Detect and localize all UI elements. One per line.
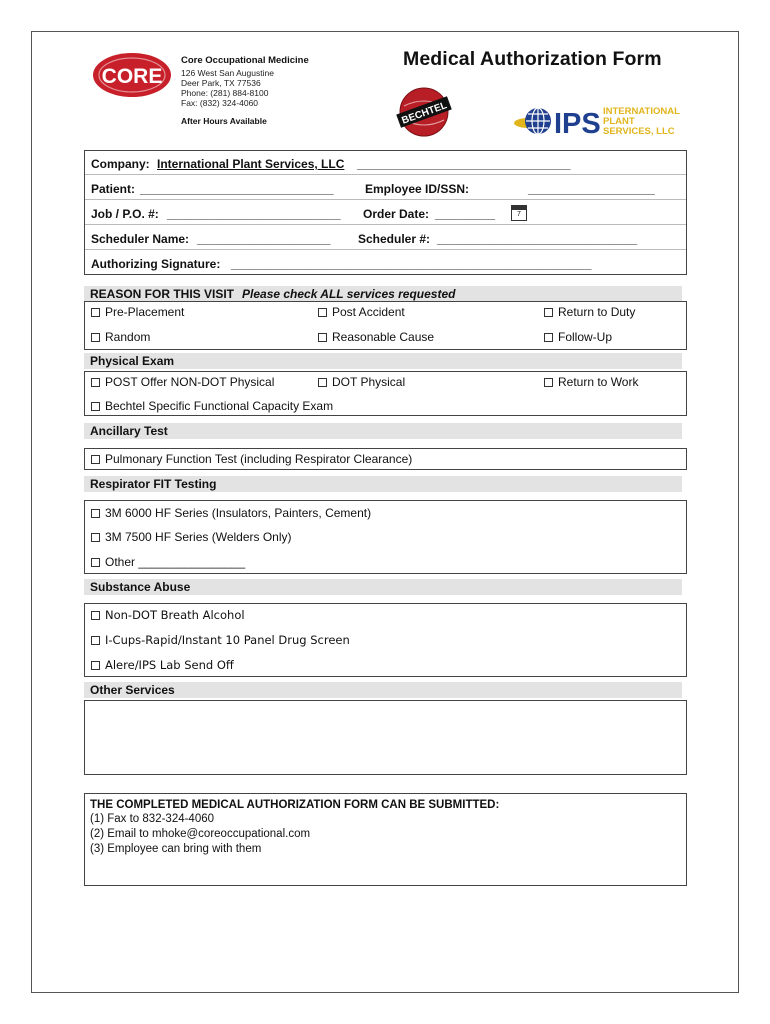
authorizing-signature-label: Authorizing Signature: <box>91 257 221 271</box>
scheduler-number-label: Scheduler #: <box>358 232 431 246</box>
option-label: Post Accident <box>332 305 405 319</box>
submission-heading: THE COMPLETED MEDICAL AUTHORIZATION FORM CAN BE SUBMITTED: <box>90 799 500 811</box>
checkbox-icon <box>91 558 100 567</box>
physical-heading: Physical Exam <box>90 354 175 368</box>
scheduler-name-label: Scheduler Name: <box>91 232 190 246</box>
physical-options-box <box>84 371 687 416</box>
employee-id-label: Employee ID/SSN: <box>365 182 470 196</box>
other-heading: Other Services <box>90 683 175 697</box>
checkbox-icon <box>91 378 100 387</box>
checkbox-icon <box>91 333 100 342</box>
bring-instruction: (3) Employee can bring with them <box>90 843 262 855</box>
core-logo <box>92 52 172 98</box>
reason-heading: REASON FOR THIS VISIT <box>90 287 235 301</box>
random-checkbox[interactable] <box>91 330 150 344</box>
option-label: 3M 7500 HF Series (Welders Only) <box>105 530 292 544</box>
bechtel-fce-checkbox[interactable] <box>91 399 333 413</box>
option-label: Random <box>105 330 151 344</box>
bechtel-logo-text: BECHTEL <box>400 100 449 127</box>
address-line-2: Deer Park, TX 77536 <box>181 78 261 88</box>
physical-section-header <box>84 353 682 369</box>
order-date-field[interactable]: _________ <box>435 207 496 221</box>
respirator-heading: Respirator FIT Testing <box>90 477 217 491</box>
checkbox-icon <box>91 533 100 542</box>
lab-send-off-checkbox[interactable] <box>91 658 234 672</box>
option-label: Alere/IPS Lab Send Off <box>105 658 234 672</box>
option-label: Return to Duty <box>558 305 636 319</box>
submission-instructions <box>84 793 687 886</box>
checkbox-icon <box>544 378 553 387</box>
address-line-1: 126 West San Augustine <box>181 68 274 78</box>
fax-number: Fax: (832) 324-4060 <box>181 98 259 108</box>
respirator-other-checkbox[interactable] <box>91 555 245 569</box>
org-name: Core Occupational Medicine <box>181 55 309 66</box>
ips-logo-text: IPS <box>554 108 601 140</box>
ancillary-heading: Ancillary Test <box>90 424 168 438</box>
option-label: Non-DOT Breath Alcohol <box>105 608 245 622</box>
return-to-work-checkbox[interactable] <box>544 375 638 389</box>
reason-section-header <box>84 286 682 302</box>
email-instruction: (2) Email to mhoke@coreoccupational.com <box>90 828 311 840</box>
job-label: Job / P.O. #: <box>91 207 159 221</box>
dot-physical-checkbox[interactable] <box>318 375 405 389</box>
patient-info-box <box>84 150 687 275</box>
scheduler-name-field[interactable]: ____________________ <box>197 232 331 246</box>
company-field-line: ________________________________ <box>357 157 571 171</box>
breath-alcohol-checkbox[interactable] <box>91 608 245 622</box>
other-services-field[interactable] <box>84 700 687 775</box>
option-label: Return to Work <box>558 375 639 389</box>
option-label: I-Cups-Rapid/Instant 10 Panel Drug Screen <box>105 633 350 647</box>
checkbox-icon <box>544 308 553 317</box>
return-to-duty-checkbox[interactable] <box>544 305 635 319</box>
option-label: Bechtel Specific Functional Capacity Exam <box>105 399 334 413</box>
reasonable-cause-checkbox[interactable] <box>318 330 434 344</box>
bechtel-logo <box>394 86 454 138</box>
pulmonary-function-checkbox[interactable] <box>91 452 412 466</box>
substance-options-box <box>84 603 687 677</box>
reason-note: Please check ALL services requested <box>242 287 456 301</box>
patient-row <box>85 176 686 200</box>
company-field[interactable]: International Plant Services, LLC <box>157 157 345 171</box>
checkbox-icon <box>91 308 100 317</box>
reason-options-box <box>84 301 687 350</box>
scheduler-row <box>85 226 686 250</box>
option-label: Other ________________ <box>105 555 246 569</box>
checkbox-icon <box>91 455 100 464</box>
checkbox-icon <box>91 636 100 645</box>
3m-7500-checkbox[interactable] <box>91 530 292 544</box>
option-label: 3M 6000 HF Series (Insulators, Painters, Cement) <box>105 506 372 520</box>
calendar-icon[interactable] <box>511 205 527 221</box>
option-label: POST Offer NON-DOT Physical <box>105 375 275 389</box>
checkbox-icon <box>91 611 100 620</box>
follow-up-checkbox[interactable] <box>544 330 612 344</box>
respirator-options-box <box>84 500 687 574</box>
drug-screen-checkbox[interactable] <box>91 633 350 647</box>
substance-section-header <box>84 579 682 595</box>
checkbox-icon <box>91 402 100 411</box>
form-title: Medical Authorization Form <box>403 48 662 70</box>
option-label: Follow-Up <box>558 330 613 344</box>
patient-label: Patient: <box>91 182 136 196</box>
post-accident-checkbox[interactable] <box>318 305 405 319</box>
option-label: DOT Physical <box>332 375 406 389</box>
company-label: Company: <box>91 157 150 171</box>
pre-placement-checkbox[interactable] <box>91 305 184 319</box>
respirator-section-header <box>84 476 682 492</box>
patient-field[interactable]: _____________________________ <box>140 182 334 196</box>
ancillary-options-box <box>84 448 687 470</box>
after-hours-note: After Hours Available <box>181 116 267 126</box>
job-field[interactable]: __________________________ <box>167 207 341 221</box>
post-offer-physical-checkbox[interactable] <box>91 375 274 389</box>
scheduler-number-field[interactable]: ______________________________ <box>437 232 638 246</box>
ips-logo-line-1: INTERNATIONAL <box>603 106 680 117</box>
core-logo-text: CORE <box>101 65 163 88</box>
option-label: Reasonable Cause <box>332 330 435 344</box>
authorizing-signature-field[interactable]: ______________________________________________________ <box>231 257 592 271</box>
3m-6000-checkbox[interactable] <box>91 506 371 520</box>
checkbox-icon <box>318 378 327 387</box>
ips-logo-line-2: PLANT <box>603 116 635 127</box>
checkbox-icon <box>544 333 553 342</box>
company-row <box>85 151 686 175</box>
ancillary-section-header <box>84 423 682 439</box>
checkbox-icon <box>91 661 100 670</box>
substance-heading: Substance Abuse <box>90 580 191 594</box>
signature-row <box>85 251 686 275</box>
other-section-header <box>84 682 682 698</box>
checkbox-icon <box>318 308 327 317</box>
checkbox-icon <box>91 509 100 518</box>
option-label: Pulmonary Function Test (including Respirator Clearance) <box>105 452 413 466</box>
ips-logo-line-3: SERVICES, LLC <box>603 126 675 137</box>
employee-id-field[interactable]: ___________________ <box>528 182 655 196</box>
fax-instruction: (1) Fax to 832-324-4060 <box>90 813 215 825</box>
job-row <box>85 201 686 225</box>
phone-number: Phone: (281) 884-8100 <box>181 88 269 98</box>
calendar-day: 7 <box>517 211 521 218</box>
checkbox-icon <box>318 333 327 342</box>
option-label: Pre-Placement <box>105 305 185 319</box>
order-date-label: Order Date: <box>363 207 430 221</box>
ips-logo <box>512 102 680 140</box>
